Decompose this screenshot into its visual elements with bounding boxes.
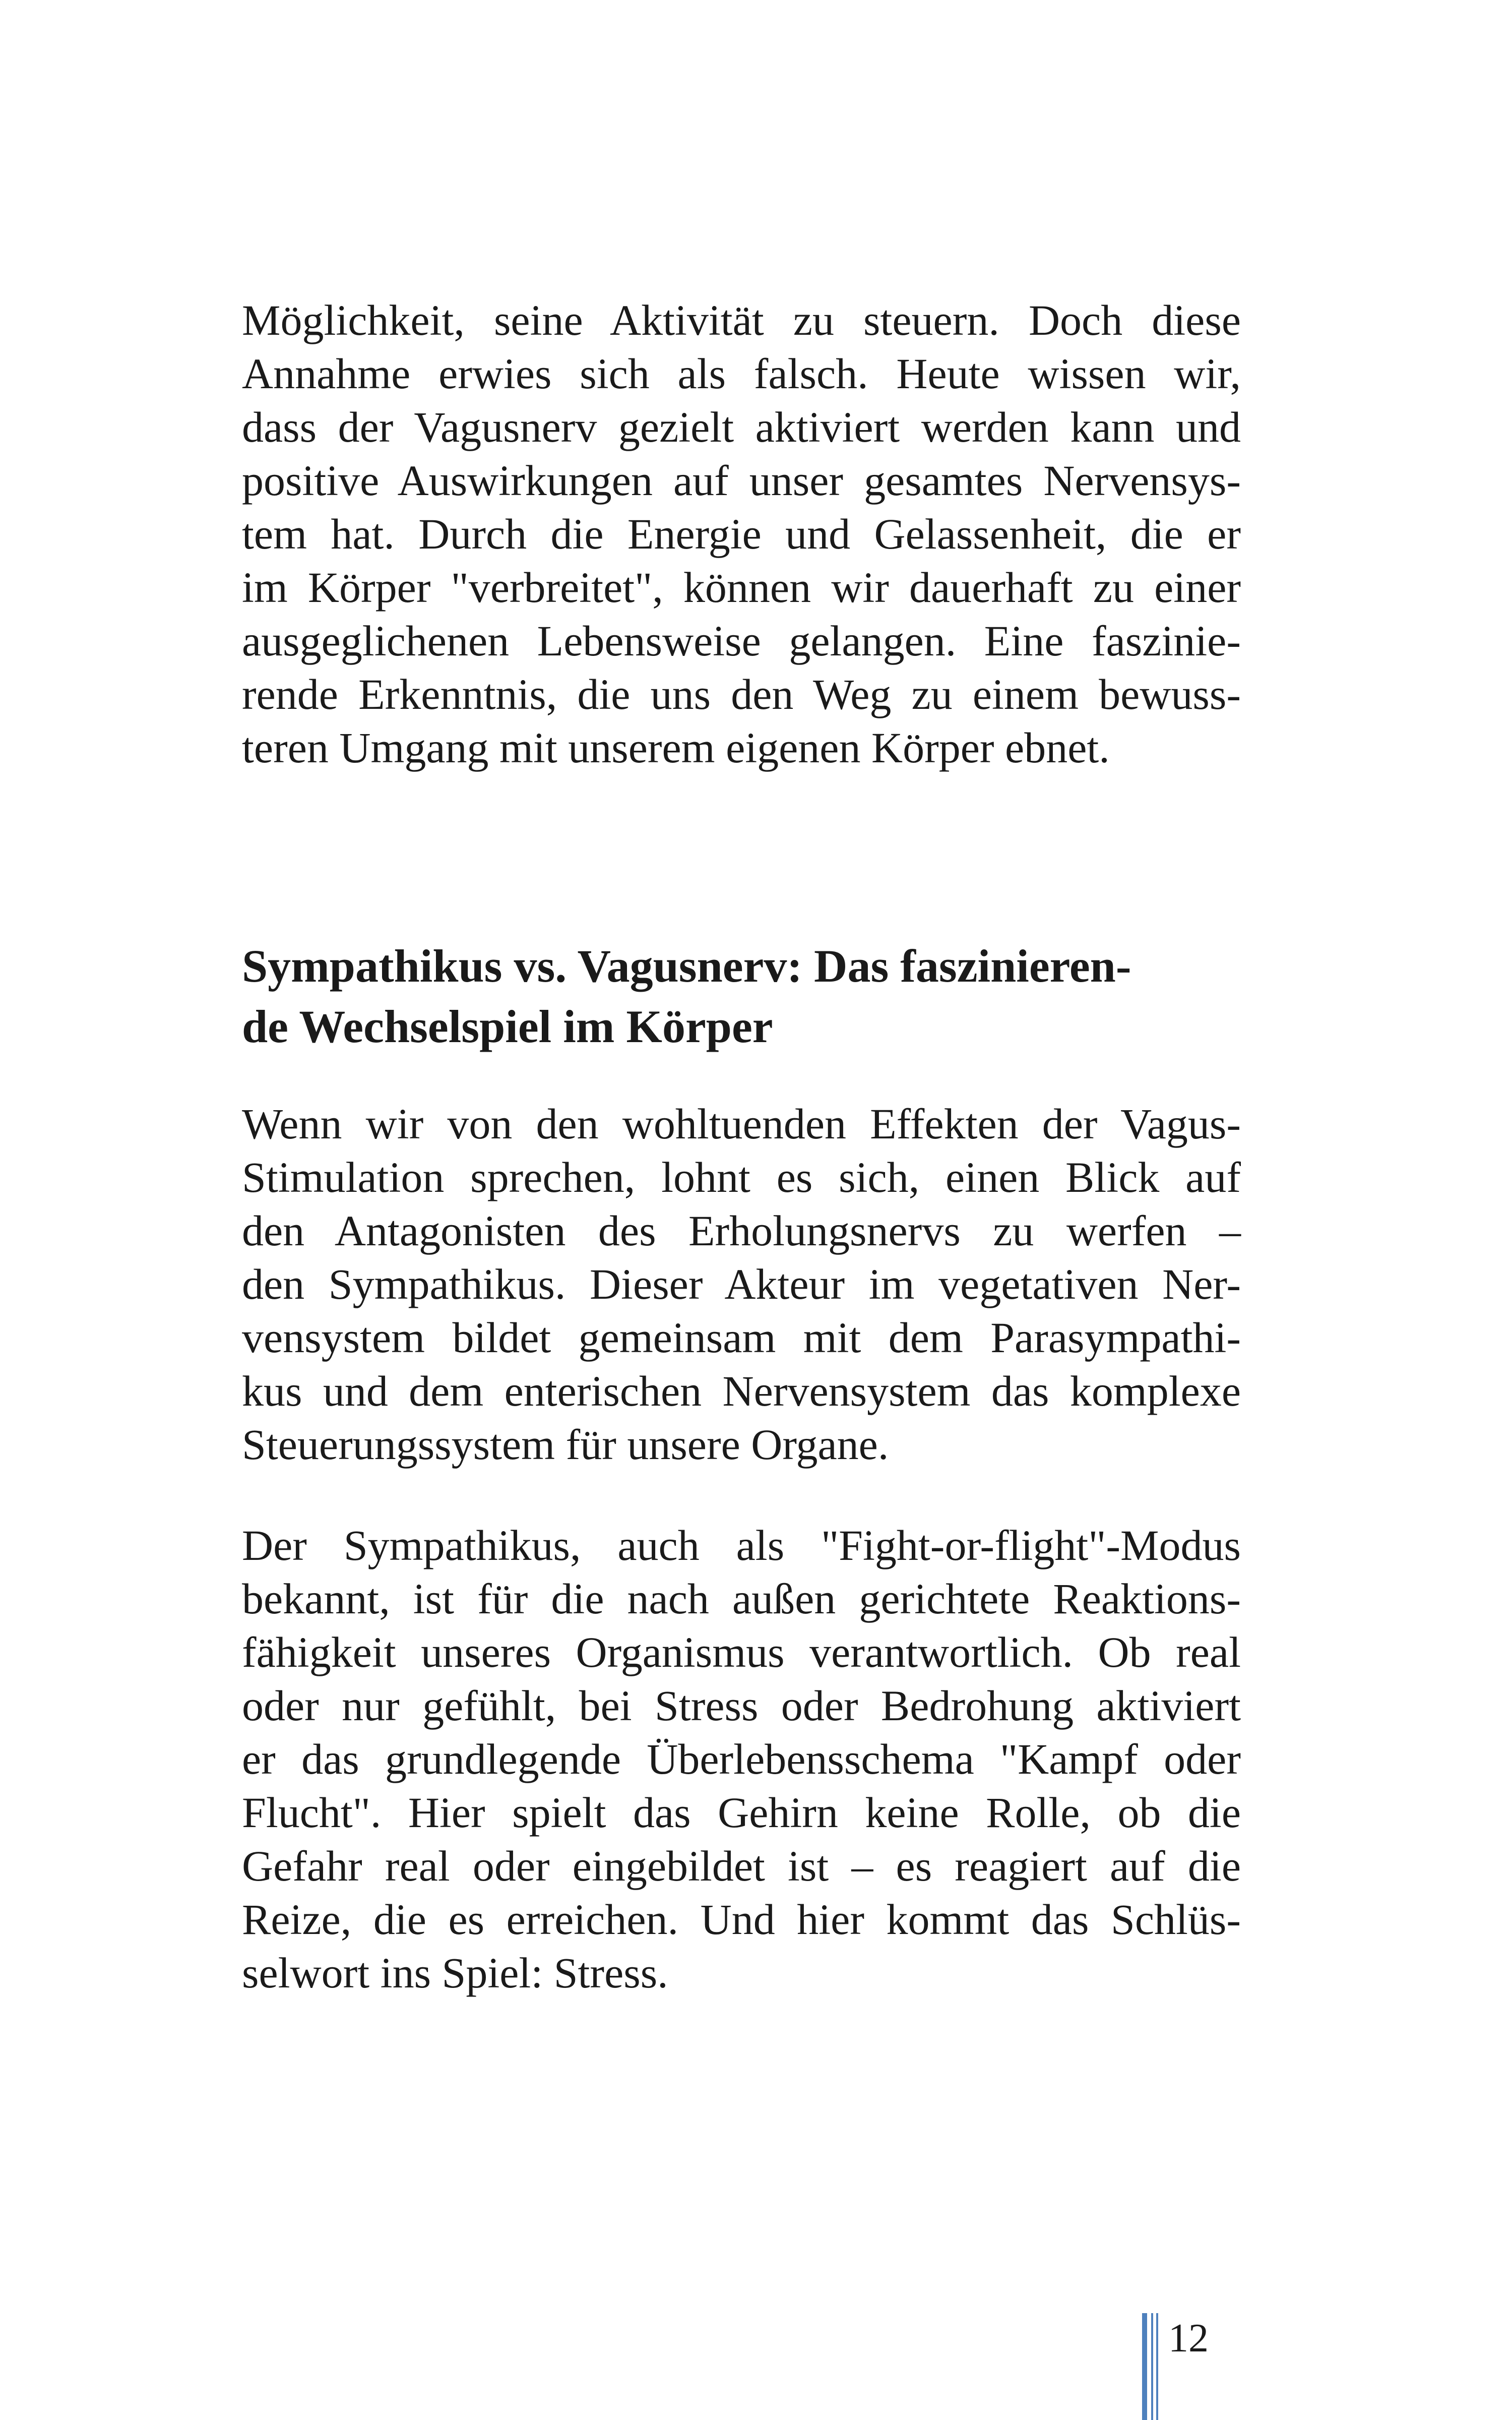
heading-line: Sympathikus vs. Vagusnerv: Das faszinieren-: [242, 940, 1131, 992]
text-line: Steuerungssystem für unsere Organe.: [242, 1420, 889, 1469]
text-line: Stimulation sprechen, lohnt es sich, einen Blick auf: [242, 1153, 1241, 1201]
text-line: fähigkeit unseres Organismus verantwortlich. Ob real: [242, 1628, 1241, 1676]
margin-rule: [1151, 2313, 1153, 2420]
text-line: positive Auswirkungen auf unser gesamtes Nervensys-: [242, 456, 1241, 505]
text-line: tem hat. Durch die Energie und Gelassenheit, die er: [242, 510, 1241, 558]
text-line: Reize, die es erreichen. Und hier kommt das Schlüs-: [242, 1895, 1241, 1944]
text-line: ausgeglichenen Lebensweise gelangen. Eine faszinie-: [242, 617, 1241, 665]
text-line: er das grundlegende Überlebensschema "Kampf oder: [242, 1735, 1241, 1783]
margin-rule: [1156, 2313, 1158, 2420]
text-line: selwort ins Spiel: Stress.: [242, 1949, 668, 1997]
text-line: kus und dem enterischen Nervensystem das komplexe: [242, 1367, 1241, 1415]
text-line: vensystem bildet gemeinsam mit dem Parasympathi-: [242, 1313, 1241, 1362]
text-line: Wenn wir von den wohltuenden Effekten der Vagus-: [242, 1100, 1241, 1148]
page-number: 12: [1168, 2316, 1209, 2361]
text-line: im Körper "verbreitet", können wir dauerhaft zu einer: [242, 563, 1241, 612]
text-line: den Sympathikus. Dieser Akteur im vegetativen Ner-: [242, 1260, 1241, 1308]
text-line: Gefahr real oder eingebildet ist – es reagiert auf die: [242, 1842, 1241, 1890]
text-line: dass der Vagusnerv gezielt aktiviert werden kann und: [242, 403, 1241, 451]
text-line: Flucht". Hier spielt das Gehirn keine Rolle, ob die: [242, 1788, 1241, 1837]
text-line: den Antagonisten des Erholungsnervs zu werfen –: [242, 1206, 1241, 1255]
text-line: Möglichkeit, seine Aktivität zu steuern. Doch diese: [242, 296, 1241, 344]
heading-line: de Wechselspiel im Körper: [242, 1001, 773, 1052]
margin-rule: [1142, 2313, 1147, 2420]
text-line: Der Sympathikus, auch als "Fight-or-flight"-Modus: [242, 1521, 1241, 1569]
text-line: Annahme erwies sich als falsch. Heute wissen wir,: [242, 349, 1241, 398]
text-line: rende Erkenntnis, die uns den Weg zu einem bewuss-: [242, 670, 1241, 718]
text-line: oder nur gefühlt, bei Stress oder Bedrohung aktiviert: [242, 1681, 1241, 1730]
text-line: bekannt, ist für die nach außen gerichtete Reaktions-: [242, 1575, 1241, 1623]
text-line: teren Umgang mit unserem eigenen Körper ebnet.: [242, 723, 1110, 772]
